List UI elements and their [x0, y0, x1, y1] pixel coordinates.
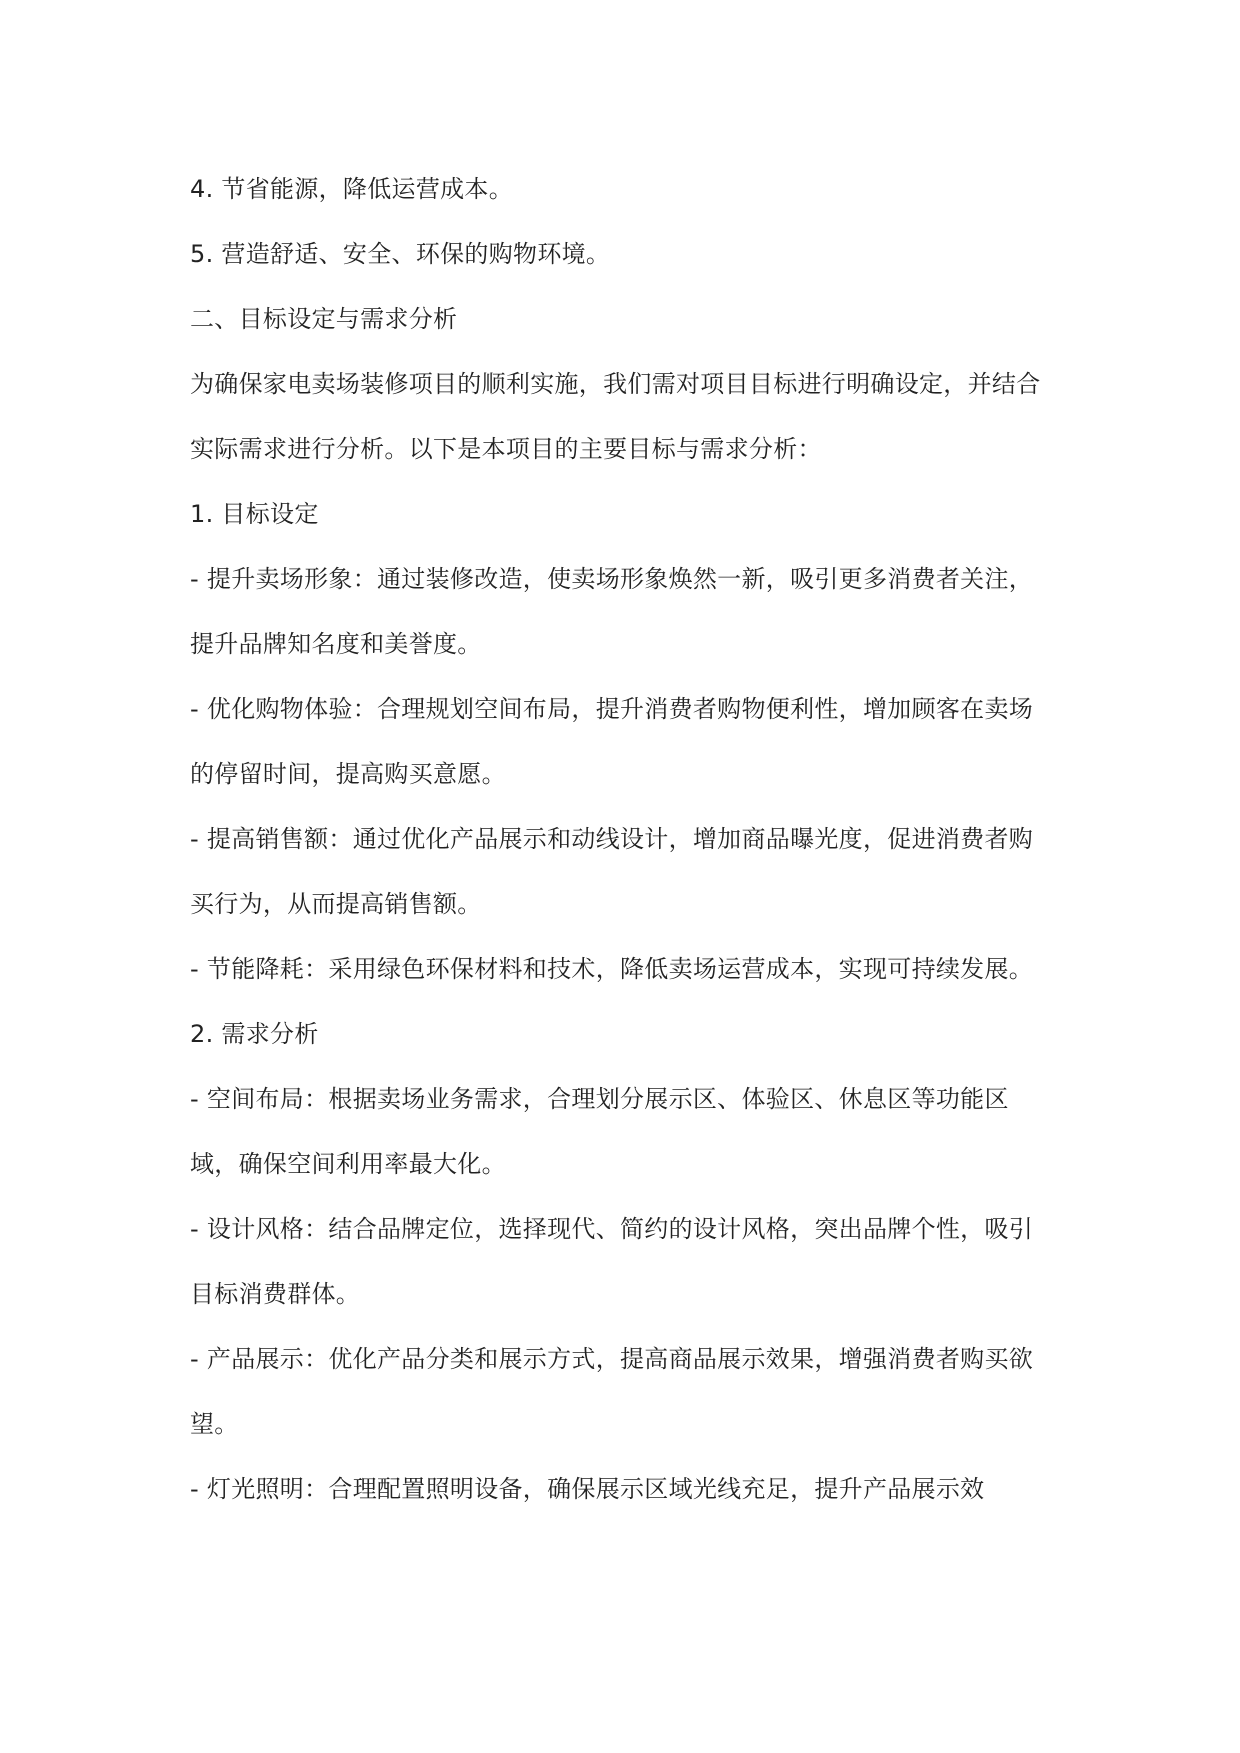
- goal-item-sales: - 提高销售额：通过优化产品展示和动线设计，增加商品曝光度，促进消费者购买行为，从而提高销售额。: [190, 825, 1034, 918]
- section-intro: 为确保家电卖场装修项目的顺利实施，我们需对项目目标进行明确设定，并结合实际需求进行分析。以下是本项目的主要目标与需求分析：: [190, 370, 1041, 463]
- need-item-layout: - 空间布局：根据卖场业务需求，合理划分展示区、体验区、休息区等功能区域，确保空间利用率最大化。: [190, 1085, 1009, 1178]
- goal-item-energy: - 节能降耗：采用绿色环保材料和技术，降低卖场运营成本，实现可持续发展。: [190, 955, 1034, 983]
- subsection-heading-goals: 1. 目标设定: [190, 500, 319, 528]
- list-item-energy-saving: 4. 节省能源，降低运营成本。: [190, 175, 514, 203]
- section-heading: 二、目标设定与需求分析: [190, 305, 458, 333]
- goal-item-image: - 提升卖场形象：通过装修改造，使卖场形象焕然一新，吸引更多消费者关注，提升品牌知名度和美誉度。: [190, 565, 1034, 658]
- document-body: [190, 157, 1050, 1522]
- need-item-lighting: - 灯光照明：合理配置照明设备，确保展示区域光线充足，提升产品展示效: [190, 1475, 985, 1503]
- need-item-style: - 设计风格：结合品牌定位，选择现代、简约的设计风格，突出品牌个性，吸引目标消费群体。: [190, 1215, 1034, 1308]
- goal-item-experience: - 优化购物体验：合理规划空间布局，提升消费者购物便利性，增加顾客在卖场的停留时间，提高购买意愿。: [190, 695, 1034, 788]
- subsection-heading-needs: 2. 需求分析: [190, 1020, 319, 1048]
- list-item-shopping-environment: 5. 营造舒适、安全、环保的购物环境。: [190, 240, 611, 268]
- need-item-display: - 产品展示：优化产品分类和展示方式，提高商品展示效果，增强消费者购买欲望。: [190, 1345, 1034, 1438]
